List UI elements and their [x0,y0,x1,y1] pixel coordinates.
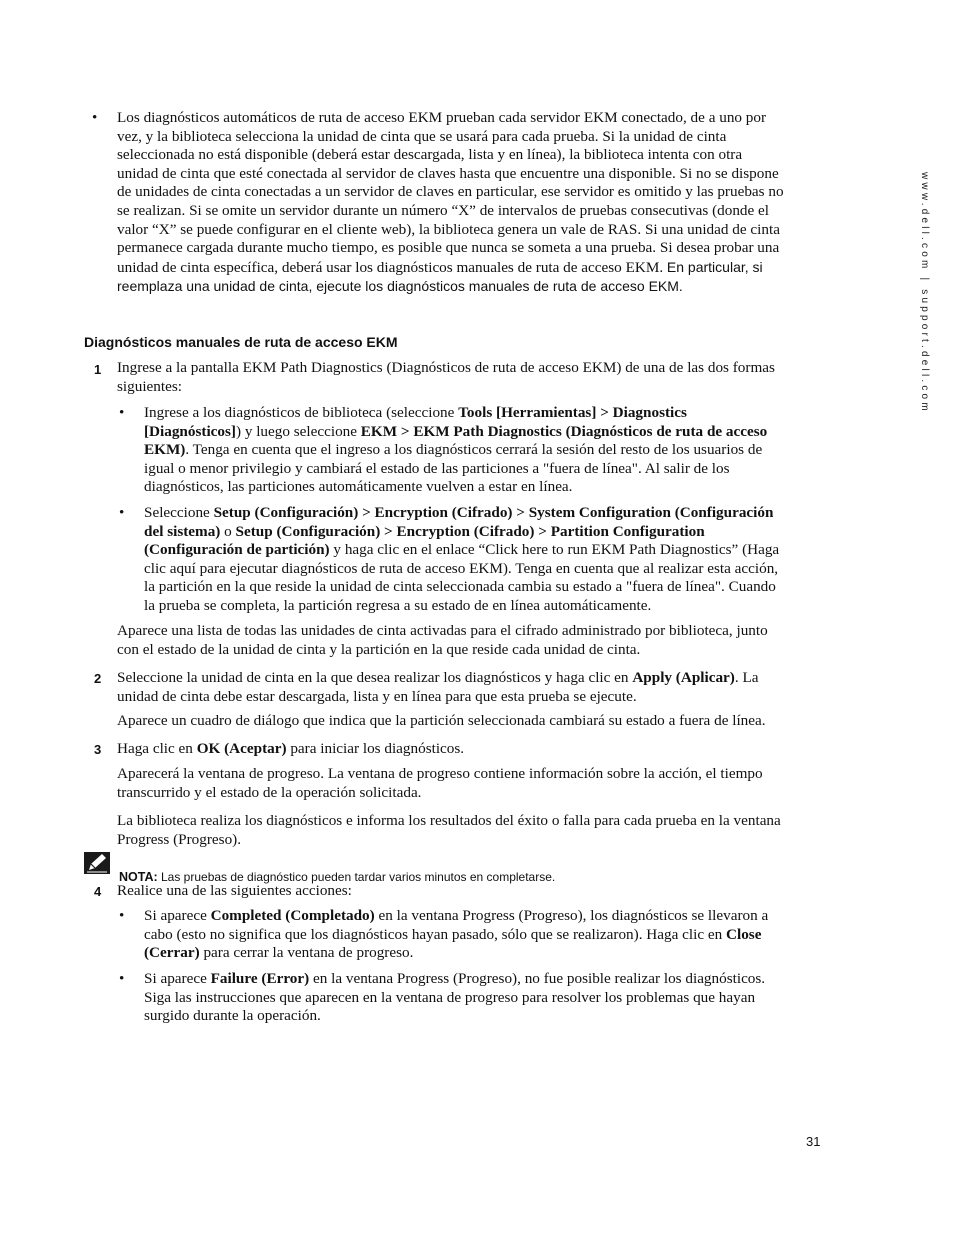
step2-text [117,669,785,706]
text-run: Seleccione la unidad de cinta en la que desea realizar los diagnósticos y haga clic en [117,669,633,686]
step1-text: Ingrese a la pantalla EKM Path Diagnostics (Diagnósticos de ruta de acceso EKM) de una de las dos formas siguientes: [117,359,775,395]
text-run: para iniciar los diagnósticos. [286,740,465,757]
bullet-marker: • [119,907,125,924]
text-run: . La unidad de cinta debe estar descargada, lista y en línea para que esta prueba se ejecute. [117,669,759,705]
text-run: y haga clic en el enlace “Click here to run EKM Path Diagnostics” (Haga clic aquí para ejecutar diagnósticos de ruta de acceso EKM). Tenga en cuenta que al realizar esta acción, la partición en la que reside la unidad de cinta seleccionada cambia su estado a "fuera de línea". Cuando la prueba se completa, la partición regresa a su estado de en línea automáticamente. [144,541,780,614]
text-run: Seleccione [144,504,214,521]
step1-after: Aparece una lista de todas las unidades de cinta activadas para el cifrado administrado por biblioteca, junto con el estado de la unidad de cinta y la partición en la que reside cada unidad de cinta. [117,622,768,658]
step-number-1: 1 [94,362,102,377]
button-ref: Apply (Aplicar) [632,669,735,686]
step4-bullet1 [144,907,785,963]
bullet-marker: • [92,109,98,126]
menu-path: Setup (Configuración) > Encryption (Cifrado) > Partition Configuration (Configuración de partición) [144,522,705,559]
text-run: en la ventana Progress (Progreso), los diagnósticos se llevaron a cabo (esto no significa que los diagnósticos hayan pasado, sólo que se realizaron). Haga clic en [144,907,769,943]
intro-paragraph [117,109,785,297]
section-heading: Diagnósticos manuales de ruta de acceso EKM [84,334,398,350]
text-run: Si aparece [144,970,211,987]
button-ref: OK (Aceptar) [196,740,287,757]
bullet-marker: • [119,404,125,421]
step-number-3: 3 [94,742,102,757]
note-text: Las pruebas de diagnóstico pueden tardar varios minutos en completarse. [157,870,556,884]
step2-after: Aparece un cuadro de diálogo que indica que la partición seleccionada cambiará su estado a fuera de línea. [117,712,766,729]
step4-bullet2 [144,970,785,1026]
step3-paragraph1: Aparecerá la ventana de progreso. La ventana de progreso contiene información sobre la acción, el tiempo transcurrido y el estado de la operación solicitada. [117,765,763,801]
text-run: en la ventana Progress (Progreso), no fue posible realizar los diagnósticos. Siga las instrucciones que aparecen en la ventana de progreso para resolver los problemas que hayan surgido durante la operación. [144,970,766,1025]
note-pencil-icon [84,852,110,874]
text-run: o [220,522,236,540]
text-run: para cerrar la ventana de progreso. [199,944,414,962]
intro-text: Los diagnósticos automáticos de ruta de acceso EKM prueban cada servidor EKM conectado, de a uno por vez, y la biblioteca selecciona la unidad de cinta que se usará para cada prueba. Si la unidad de cinta seleccionada no está disponible (deberá estar descargada, lista y en línea), la biblioteca intenta con otra unidad de cinta que esté conectada al servidor de claves hasta que encuentre una disponible. Si no se dispone de unidades de cinta conectadas a un servidor de claves en particular, ese servidor es omitido y las pruebas no se realizan. Si se omite un servidor durante un número “X” de intervalos de pruebas consecutivas (donde el valor “X” se puede configurar en el cliente web), la biblioteca genera un vale de RAS. Si una unidad de cinta permanece cargada durante mucho tiempo, es posible que nunca se someta a una prueba. Si desea probar una unidad de cinta específica, deberá usar los diagnósticos manuales de ruta de acceso EKM. [117,109,784,276]
step4-text: Realice una de las siguientes acciones: [117,882,352,899]
page-number: 31 [806,1134,821,1149]
button-ref: Close (Cerrar) [144,925,762,962]
step1-bullet2 [144,504,785,616]
text-run: Si aparece [144,907,211,924]
step1-bullet1 [144,404,785,497]
text-run: . Tenga en cuenta que el ingreso a los diagnósticos cerrará la sesión del resto de los usuarios de igual o menor privilegio y cambiará el estado de las particiones a "fuera de línea". Al salir de los diagnósticos, las particiones automáticamente vuelven a estar en línea. [144,441,763,496]
intro-text-sans: En particular, si reemplaza una unidad de cinta, ejecute los diagnósticos manuales de ruta de acceso EKM. [117,258,763,295]
menu-path: Tools [Herramientas] > Diagnostics [Diagnósticos] [144,404,687,440]
text-run: Ingrese a los diagnósticos de biblioteca (seleccione [144,404,459,421]
step3-text [117,740,785,759]
text-run: Haga clic en [117,740,197,757]
status-ref: Completed (Completado) [210,907,375,924]
bullet-marker: • [119,970,125,987]
side-url: www.dell.com | support.dell.com [919,172,930,414]
status-ref: Failure (Error) [210,970,310,987]
step3-paragraph2: La biblioteca realiza los diagnósticos e informa los resultados del éxito o falla para cada prueba en la ventana Progress (Progreso). [117,812,781,848]
note-label: NOTA: [119,870,158,884]
text-run: ) y luego seleccione [235,422,361,440]
step-number-2: 2 [94,671,102,686]
bullet-marker: • [119,504,125,521]
menu-path: Setup (Configuración) > Encryption (Cifrado) > System Configuration (Configuración del sistema) [144,504,774,540]
step-number-4: 4 [94,884,102,899]
menu-path: EKM > EKM Path Diagnostics (Diagnósticos de ruta de acceso EKM) [144,422,768,459]
